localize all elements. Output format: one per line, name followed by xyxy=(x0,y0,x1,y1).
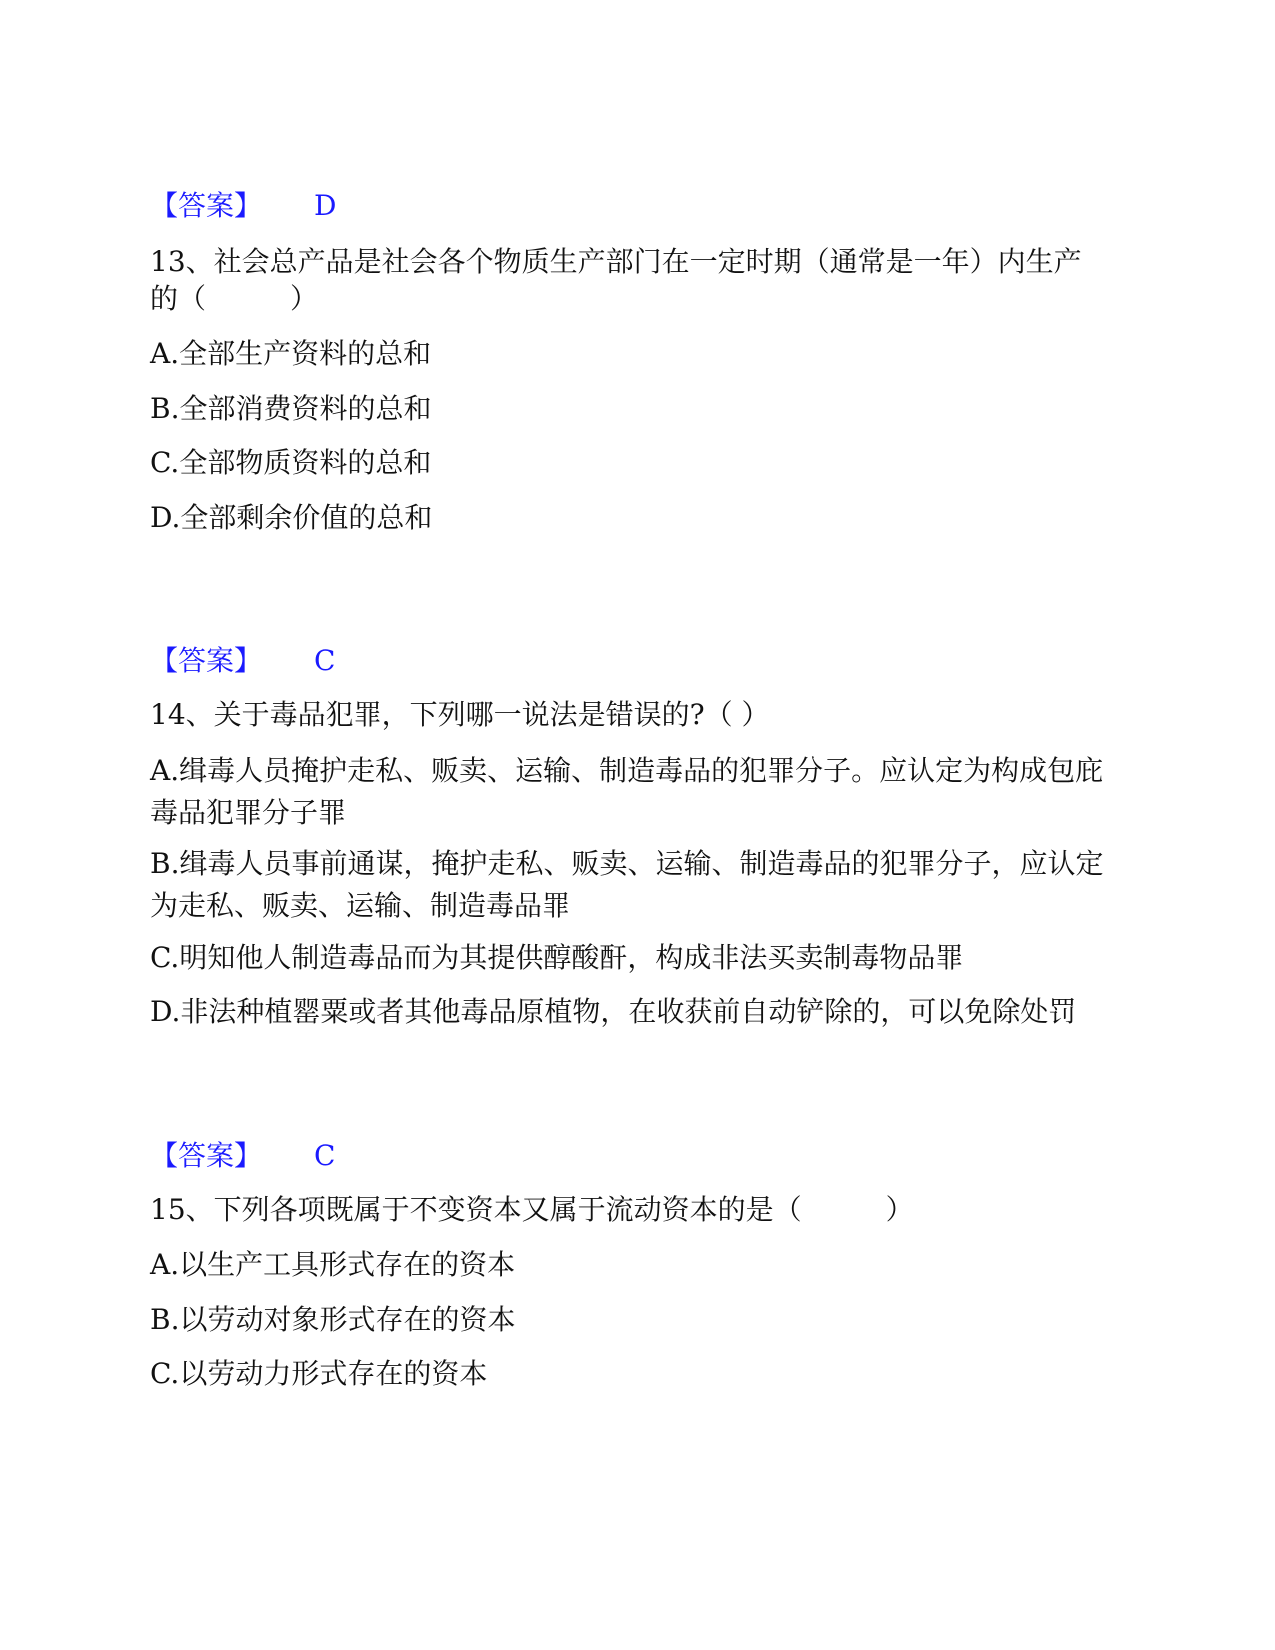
question-13-line-1: 13、社会总产品是社会各个物质生产部门在一定时期（通常是一年）内生产 xyxy=(150,245,1082,278)
answer-label: 【答案】 xyxy=(150,1139,263,1172)
answer-label: 【答案】 xyxy=(150,189,263,222)
answer-value: D xyxy=(314,189,337,222)
question-14-stem: 14、关于毒品犯罪，下列哪一说法是错误的?（ ） xyxy=(150,698,770,731)
question-15-option-a: A.以生产工具形式存在的资本 xyxy=(150,1248,516,1281)
answer-value: C xyxy=(314,644,336,677)
question-13-option-b: B.全部消费资料的总和 xyxy=(150,392,432,425)
answer-line xyxy=(150,641,335,681)
question-15-option-c: C.以劳动力形式存在的资本 xyxy=(150,1357,488,1390)
question-14-option-a: A.缉毒人员掩护走私、贩卖、运输、制造毒品的犯罪分子。应认定为构成包庇毒品犯罪分子罪 xyxy=(150,754,1104,829)
question-14-option-c: C.明知他人制造毒品而为其提供醇酸酐，构成非法买卖制毒物品罪 xyxy=(150,941,964,974)
answer-line xyxy=(150,186,336,226)
question-13-option-c: C.全部物质资料的总和 xyxy=(150,446,432,479)
answer-line xyxy=(150,1136,335,1176)
answer-label: 【答案】 xyxy=(150,644,263,677)
question-13-option-a: A.全部生产资料的总和 xyxy=(150,337,432,370)
question-15-stem: 15、下列各项既属于不变资本又属于流动资本的是（ ） xyxy=(150,1193,914,1226)
answer-value: C xyxy=(314,1139,336,1172)
question-14-option-b: B.缉毒人员事前通谋，掩护走私、贩卖、运输、制造毒品的犯罪分子，应认定为走私、贩卖、运输、制造毒品罪 xyxy=(150,847,1104,922)
question-15-option-b: B.以劳动对象形式存在的资本 xyxy=(150,1303,516,1336)
question-13-line-2: 的（ ） xyxy=(150,282,319,315)
question-14-option-d: D.非法种植罂粟或者其他毒品原植物，在收获前自动铲除的，可以免除处罚 xyxy=(150,995,1077,1028)
question-13-option-d: D.全部剩余价值的总和 xyxy=(150,501,433,534)
